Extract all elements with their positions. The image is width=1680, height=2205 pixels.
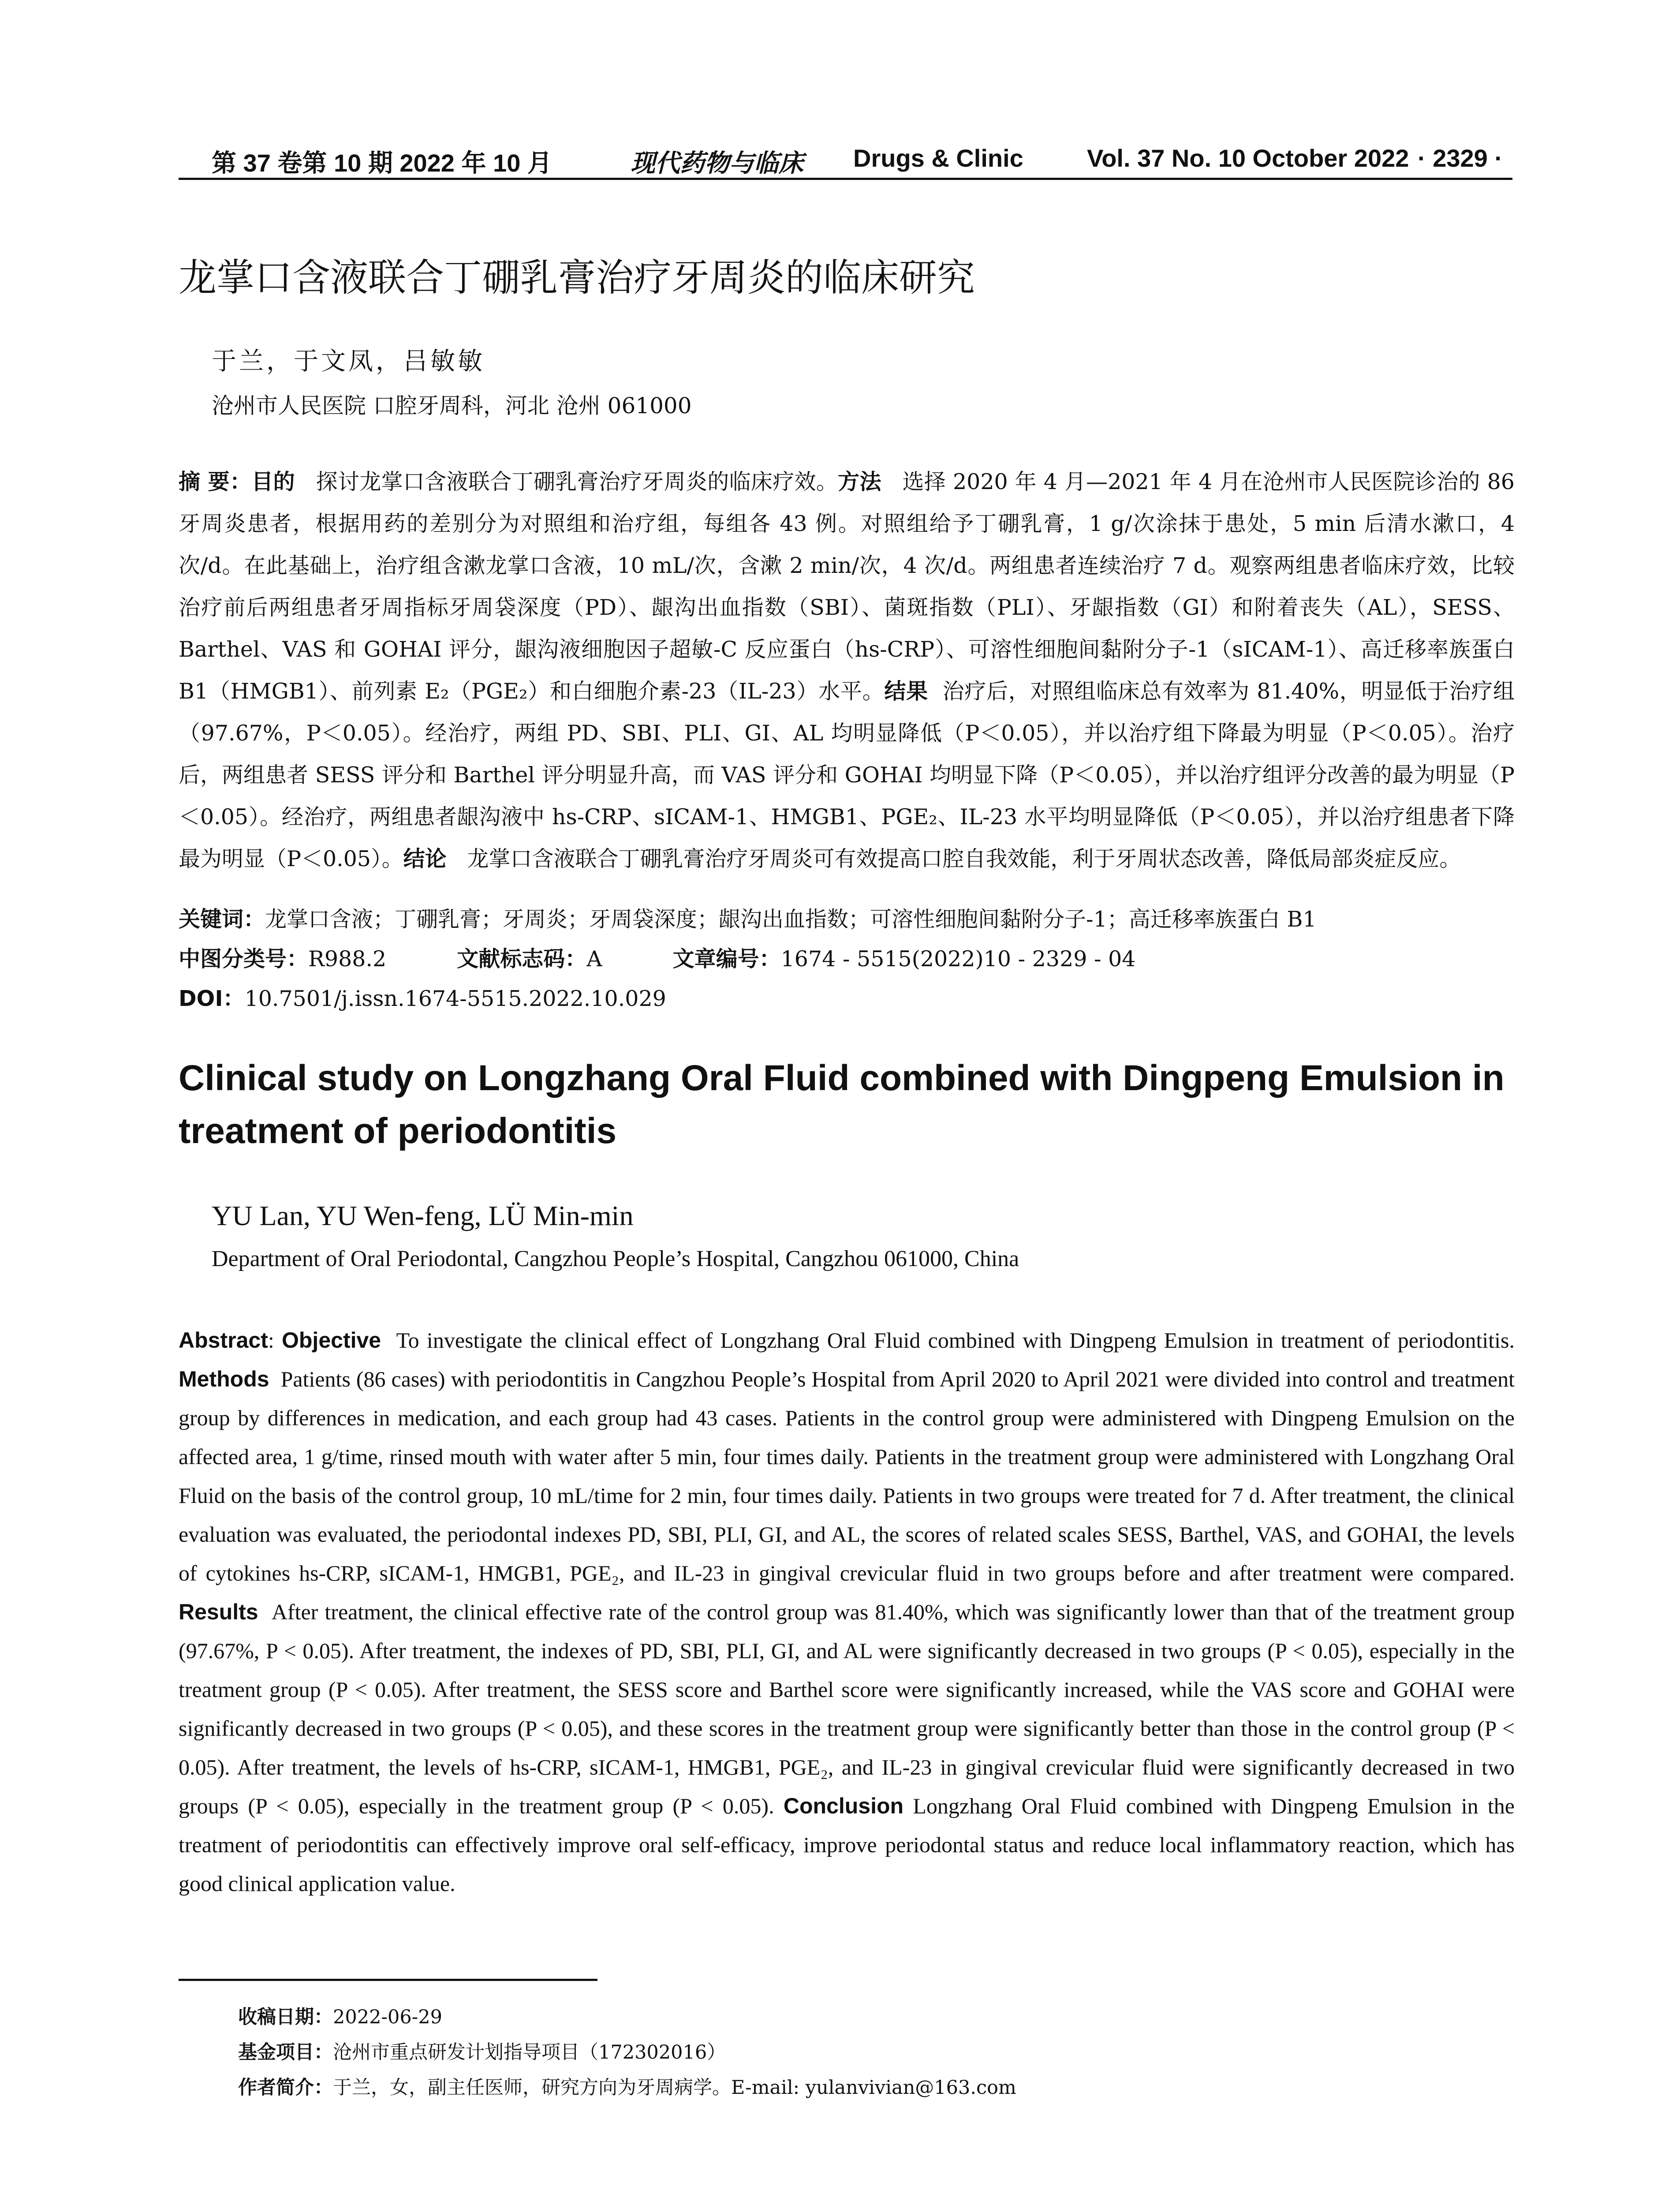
fund-text: 沧州市重点研发计划指导项目（172302016）	[333, 2041, 726, 2063]
header-divider	[179, 178, 1512, 180]
conclusion-en-label: Conclusion	[783, 1794, 904, 1818]
footnote-fund	[238, 2037, 726, 2064]
doc-code-label: 文献标志码：	[457, 946, 587, 972]
received-label: 收稿日期：	[238, 2006, 333, 2028]
methods-en-label: Methods	[179, 1367, 269, 1391]
article-number-value: 1674 - 5515(2022)10 - 2329 - 04	[780, 946, 1136, 972]
conclusion-cn-text: 龙掌口含液联合丁硼乳膏治疗牙周炎可有效提高口腔自我效能，利于牙周状态改善，降低局部炎症反应。	[467, 846, 1461, 871]
affiliation-en: Department of Oral Periodontal, Cangzhou People’s Hospital, Cangzhou 061000, China	[212, 1246, 1019, 1271]
conclusion-en-text: Longzhang Oral Fluid combined with Dingpeng Emulsion in the treatment of periodontitis can effectively improve oral self-efficacy, improve periodontal status and reduce local inflammatory reaction, which has good clinical application value.	[179, 1794, 1515, 1896]
keywords-cn	[179, 900, 1515, 939]
affiliation-cn: 沧州市人民医院 口腔牙周科，河北 沧州 061000	[212, 393, 692, 419]
article-number-label: 文章编号：	[672, 946, 781, 972]
header-volume-en: Vol. 37 No. 10 October 2022	[1087, 144, 1409, 172]
keywords-label: 关键词：	[179, 907, 265, 932]
objective-en-text: To investigate the clinical effect of Longzhang Oral Fluid combined with Dingpeng Emulsion in treatment of periodontitis.	[396, 1328, 1515, 1353]
header-volume-cn: 第 37 卷第 10 期 2022 年 10 月	[212, 149, 552, 177]
clc-value: R988.2	[308, 946, 387, 972]
conclusion-cn-label: 结论	[403, 846, 447, 871]
author-bio-text: 于兰，女，副主任医师，研究方向为牙周病学。E-mail: yulanvivian@163.com	[333, 2077, 1016, 2099]
abstract-en: Abstract: Objective To investigate the clinical effect of Longzhang Oral Fluid combined with Dingpeng Emulsion in treatment of periodontitis. Methods Patients (86 cases) with periodontitis in Cangzhou People’s Hospital from April 2020 to April 2021 were divided into control and treatment group by differences in medication, and each group had 43 cases. Patients in the control group were administered with Dingpeng Emulsion on the affected area, 1 g/time, rinsed mouth with water after 5 min, four times daily. Patients in the treatment group were administered with Longzhang Oral Fluid on the basis of the control group, 10 mL/time for 2 min, four times daily. Patients in two groups were treated for 7 d. After treatment, the clinical evaluation was evaluated, the periodontal indexes PD, SBI, PLI, GI, and AL, the scores of related scales SESS, Barthel, VAS, and GOHAI, the levels of cytokines hs-CRP, sICAM-1, HMGB1, PGE₂, and IL-23 in gingival crevicular fluid in two groups before and after treatment were compared. Results After treatment, the clinical effective rate of the control group was 81.40%, which was significantly lower than that of the treatment group (97.67%, P < 0.05). After treatment, the indexes of PD, SBI, PLI, GI, and AL were significantly decreased in two groups (P < 0.05), especially in the treatment group (P < 0.05). After treatment, the SESS score and Barthel score were significantly increased, while the VAS score and GOHAI were significantly decreased in two groups (P < 0.05), and these scores in the treatment group were significantly better than those in the control group (P < 0.05). After treatment, the levels of hs-CRP, sICAM-1, HMGB1, PGE₂, and IL-23 in gingival crevicular fluid were significantly decreased in two groups (P < 0.05), especially in the treatment group (P < 0.05). Conclusion Longzhang Oral Fluid combined with Dingpeng Emulsion in the treatment of periodontitis can effectively improve oral self-efficacy, improve periodontal status and reduce local inflammatory reaction, which has good clinical application value.	[179, 1328, 1515, 1896]
methods-cn-text: 选择 2020 年 4 月—2021 年 4 月在沧州市人民医院诊治的 86 牙周炎患者，根据用药的差别分为对照组和治疗组，每组各 43 例。对照组给予丁硼乳膏，1 g/次涂抹于患处，5 min 后清水漱口，4 次/d。在此基础上，治疗组含漱龙掌口含液，10 mL/次，含漱 2 min/次，4 次/d。两组患者连续治疗 7 d。观察两组患者临床疗效，比较治疗前后两组患者牙周指标牙周袋深度（PD）、龈沟出血指数（SBI）、菌斑指数（PLI）、牙龈指数（GI）和附着丧失（AL），SESS、Barthel、VAS 和 GOHAI 评分，龈沟液细胞因子超敏-C 反应蛋白（hs-CRP）、可溶性细胞间黏附分子-1（sICAM-1）、高迁移率族蛋白 B1（HMGB1）、前列素 E₂（PGE₂）和白细胞介素-23（IL-23）水平。	[179, 469, 1515, 704]
doi-value: 10.7501/j.issn.1674-5515.2022.10.029	[244, 986, 666, 1011]
header-page-number: · 2329 ·	[1418, 144, 1503, 172]
objective-en-label: Objective	[282, 1328, 381, 1353]
results-en-label: Results	[179, 1600, 258, 1624]
doi-label: DOI：	[179, 986, 245, 1011]
received-date: 2022-06-29	[333, 2006, 442, 2028]
title-cn: 龙掌口含液联合丁硼乳膏治疗牙周炎的临床研究	[179, 256, 975, 300]
author-bio-label: 作者简介：	[238, 2077, 333, 2099]
keywords-text: 龙掌口含液；丁硼乳膏；牙周炎；牙周袋深度；龈沟出血指数；可溶性细胞间黏附分子-1；高迁移率族蛋白 B1	[265, 907, 1317, 932]
header-journal-cn: 现代药物与临床	[631, 149, 803, 178]
objective-cn-label: 目的	[251, 469, 295, 494]
methods-cn-label: 方法	[838, 469, 881, 494]
doc-code-value: A	[586, 946, 602, 972]
results-en-text: After treatment, the clinical effective rate of the control group was 81.40%, which was significantly lower than that of the treatment group (97.67%, P < 0.05). After treatment, the indexes of PD, SBI, PLI, GI, and AL were significantly decreased in two groups (P < 0.05), especially in the treatment group (P < 0.05). After treatment, the SESS score and Barthel score were significantly increased, while the VAS score and GOHAI were significantly decreased in two groups (P < 0.05), and these scores in the treatment group were significantly better than those in the control group (P < 0.05). After treatment, the levels of hs-CRP, sICAM-1, HMGB1, PGE₂, and IL-23 in gingival crevicular fluid were significantly decreased in two groups (P < 0.05), especially in the treatment group (P < 0.05).	[179, 1600, 1515, 1818]
abstract-cn	[179, 461, 1515, 880]
fund-label: 基金项目：	[238, 2041, 333, 2063]
results-cn-text: 治疗后，对照组临床总有效率为 81.40%，明显低于治疗组（97.67%，P＜0.05）。经治疗，两组 PD、SBI、PLI、GI、AL 均明显降低（P＜0.05），并以治疗组下降最为明显（P＜0.05）。治疗后，两组患者 SESS 评分和 Barthel 评分明显升高，而 VAS 评分和 GOHAI 均明显下降（P＜0.05），并以治疗组评分改善的最为明显（P＜0.05）。经治疗，两组患者龈沟液中 hs-CRP、sICAM-1、HMGB1、PGE₂、IL-23 水平均明显降低（P＜0.05），并以治疗组患者下降最为明显（P＜0.05）。	[179, 679, 1515, 871]
abstract-cn-label: 摘 要：	[179, 469, 252, 494]
results-cn-label: 结果	[884, 679, 928, 704]
title-en: Clinical study on Longzhang Oral Fluid combined with Dingpeng Emulsion in treatment of periodontitis	[179, 1058, 1505, 1151]
footnote-divider	[179, 1979, 597, 1981]
clc-label: 中图分类号：	[179, 946, 309, 972]
doi-line	[179, 979, 1515, 1019]
authors-en: YU Lan, YU Wen-feng, LÜ Min-min	[212, 1200, 634, 1231]
running-header	[179, 140, 1512, 180]
footnote-author	[238, 2073, 1016, 2100]
methods-en-text: Patients (86 cases) with periodontitis in Cangzhou People’s Hospital from April 2020 to April 2021 were divided into control and treatment group by differences in medication, and each group had 43 cases. Patients in the control group were administered with Dingpeng Emulsion on the affected area, 1 g/time, rinsed mouth with water after 5 min, four times daily. Patients in the treatment group were administered with Longzhang Oral Fluid on the basis of the control group, 10 mL/time for 2 min, four times daily. Patients in two groups were treated for 7 d. After treatment, the clinical evaluation was evaluated, the periodontal indexes PD, SBI, PLI, GI, and AL, the scores of related scales SESS, Barthel, VAS, and GOHAI, the levels of cytokines hs-CRP, sICAM-1, HMGB1, PGE₂, and IL-23 in gingival crevicular fluid in two groups before and after treatment were compared.	[179, 1367, 1515, 1585]
classification-line	[179, 939, 1515, 979]
authors-cn: 于兰，于文凤，吕敏敏	[212, 347, 485, 376]
abstract-en-label: Abstract	[179, 1328, 268, 1353]
header-journal-en: Drugs & Clinic	[853, 144, 1023, 172]
objective-cn-text: 探讨龙掌口含液联合丁硼乳膏治疗牙周炎的临床疗效。	[316, 469, 838, 494]
footnote-received	[238, 2002, 442, 2029]
